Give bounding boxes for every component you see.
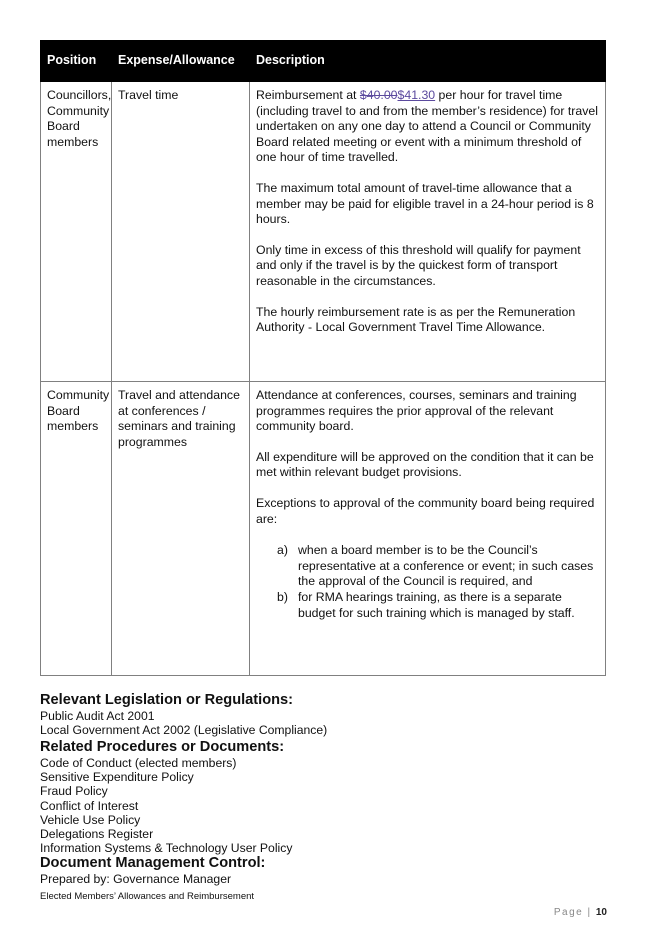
position-cell [41, 82, 112, 382]
description-cell [250, 382, 606, 676]
procedure-item: Delegations Register [40, 827, 154, 842]
inserted-rate: $41.30 [397, 88, 436, 102]
procedure-item: Conflict of Interest [40, 798, 139, 813]
header-description: Description [250, 41, 606, 82]
position-line: Councillors, [47, 88, 112, 102]
list-marker: a) [277, 543, 288, 558]
procedure-item: Vehicle Use Policy [40, 812, 141, 827]
position-line: members [47, 134, 99, 149]
description-paragraph: Attendance at conferences, courses, seminars and training programmes requires the prior approval of the relevant community board. [256, 388, 577, 434]
procedure-item: Fraud Policy [40, 784, 108, 799]
description-paragraph [256, 88, 599, 166]
procedures-section [40, 739, 600, 855]
procedure-item: Sensitive Expenditure Policy [40, 770, 194, 785]
legislation-item: Local Government Act 2002 (Legislative Compliance) [40, 723, 328, 738]
legislation-heading: Relevant Legislation or Regulations: [40, 692, 293, 708]
list-text: when a board member is to be the Council’s representative at a conference or event; in such cases the approval of the Council is required, and [298, 543, 594, 589]
header-expense: Expense/Allowance [112, 41, 250, 82]
rate-prefix: Reimbursement at [256, 88, 360, 102]
exceptions-list [256, 543, 599, 621]
list-marker: b) [277, 589, 288, 604]
page-label: Page [553, 907, 584, 918]
procedures-heading: Related Procedures or Documents: [40, 739, 285, 755]
header-position: Position [41, 41, 112, 82]
description-cell [250, 82, 606, 382]
list-item [277, 590, 599, 621]
procedure-item: Information Systems & Technology User Policy [40, 841, 293, 856]
expense-cell: Travel and attendance at conferences / seminars and training programmes [112, 382, 250, 676]
position-line: Community [47, 103, 110, 118]
procedure-item: Code of Conduct (elected members) [40, 756, 237, 770]
list-text: for RMA hearings training, as there is a separate budget for such training which is managed by staff. [298, 589, 575, 620]
footer-document-title: Elected Members’ Allowances and Reimbursement [40, 891, 255, 902]
table-header-row [41, 41, 606, 82]
table-row [41, 82, 606, 382]
description-paragraph: The maximum total amount of travel-time allowance that a member may be paid for eligible travel in a 24-hour period is 8 hours. [256, 180, 594, 227]
position-line: members [47, 419, 99, 434]
table-row [41, 382, 606, 676]
description-paragraph: Only time in excess of this threshold will qualify for payment and only if the travel is by the quickest form of transport reasonable in the circumstances. [256, 242, 581, 288]
description-paragraph: The hourly reimbursement rate is as per the Remuneration Authority - Local Government Travel Time Allowance. [256, 304, 576, 335]
allowances-table [40, 40, 606, 676]
list-item [277, 543, 599, 590]
deleted-rate: $40.00 [359, 88, 398, 102]
rate-suffix: per hour for travel time (including travel to and from the member’s residence) for travel undertaken on any one day to attend a Council or Community Board related meeting or event with a minimum threshold of one hour of time travelled. [256, 88, 598, 165]
legislation-section [40, 692, 600, 737]
legislation-item: Public Audit Act 2001 [40, 709, 155, 723]
position-line: Board [47, 403, 80, 418]
page-number-value: 10 [595, 907, 607, 918]
prepared-by: Prepared by: Governance Manager [40, 872, 232, 886]
management-section [40, 855, 600, 886]
expense-cell: Travel time [112, 82, 250, 382]
position-line: Board [47, 119, 80, 134]
management-heading: Document Management Control: [40, 855, 266, 871]
position-line: Community [47, 388, 110, 402]
page-number: Page | 10 [553, 907, 607, 918]
position-cell [41, 382, 112, 676]
description-paragraph: All expenditure will be approved on the condition that it can be met within relevant budget provisions. [256, 449, 594, 480]
description-paragraph: Exceptions to approval of the community board being required are: [256, 495, 595, 526]
